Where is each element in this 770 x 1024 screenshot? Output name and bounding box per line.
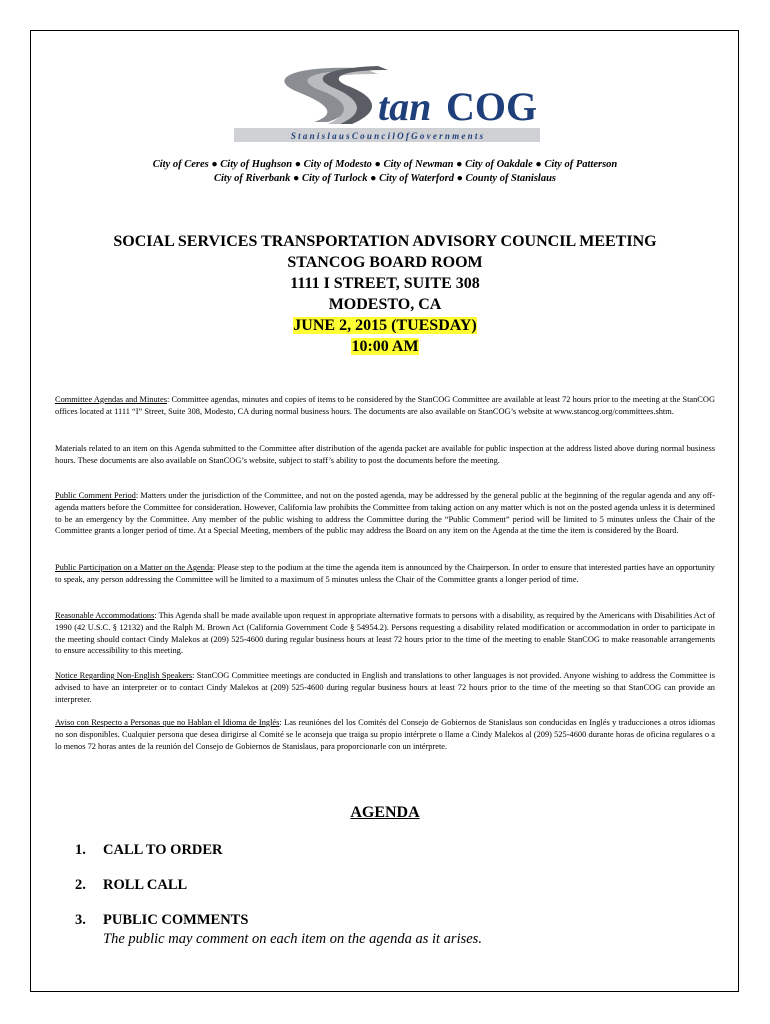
notice-spanish [55, 717, 715, 752]
notice-non-english-label: Notice Regarding Non-English Speakers [55, 671, 193, 680]
notice-agendas-minutes-text: : Committee agendas, minutes and copies of items to be considered by the StanCOG Committee are available at least 72 hours prior to the meeting at the StanCOG offices located at 1111 “I” Street, Suite 308, Modesto, CA during normal business hours. The documents are also available on StanCOG’s website at www.stancog.org/committees.shtm. [55, 395, 715, 416]
meeting-city: MODESTO, CA [328, 296, 442, 313]
svg-text:tan: tan [378, 84, 432, 129]
notice-public-comment [55, 490, 715, 537]
agenda-item-number: 2. [75, 877, 86, 893]
member-cities-line-1: City of Ceres ● City of Hughson ● City of Modesto ● City of Newman ● City of Oakdale ● City of Patterson [152, 159, 618, 170]
notice-accommodations-text: : This Agenda shall be made available upon request in appropriate alternative formats to persons with a disability, as required by the Americans with Disabilities Act of 1990 (42 U.S.C. § 12132) and the Ralph M. Brown Act (California Government Code § 54954.2). Persons requesting a disability related modification or accommodation in order to participate in the meeting should contact Cindy Malekos at (209) 525-4600 during regular business hours at least 72 hours prior to the time of the meeting to enable StanCOG to make reasonable arrangements to ensure accessibility to this meeting. [55, 611, 715, 656]
agenda-item-number: 1. [75, 842, 86, 858]
stancog-logo [228, 62, 544, 148]
notice-public-participation-label: Public Participation on a Matter on the Agenda [55, 563, 213, 572]
notice-non-english-text: : StanCOG Committee meetings are conducted in English and translations to other languages is not provided. Anyone wishing to address the Committee is advised to have an interpreter or to contact Cindy Malekos at (209) 525-4600 during regular business hours at least 72 hours prior to the time of the meeting so that StanCOG can provide an interpreter. [55, 671, 716, 704]
notice-accommodations [55, 610, 715, 657]
logo-tagline: S t a n i s l a u s C o u n c i l O f G o v e r n m e n t s [290, 131, 484, 141]
meeting-time-row [40, 336, 730, 358]
notice-agendas-minutes [55, 394, 715, 418]
notice-public-comment-text: : Matters under the jurisdiction of the Committee, and not on the posted agenda, may be addressed by the general public at the beginning of the regular agenda and any off-agenda matters before the Committee for consideration. However, California law prohibits the Committee from taking action on any matter which is not on the posted agenda unless it is determined to be an emergency by the Committee. Any member of the public wishing to address the Committee during the “Public Comment” period will be limited to 5 minutes unless the Chair of the Committee grants a longer period of time. At a Special Meeting, members of the public may address the Board on any item on the Agenda at the time the item is considered by the Board. [55, 491, 715, 536]
meeting-date: JUNE 2, 2015 (TUESDAY) [293, 317, 477, 334]
notice-materials [55, 443, 715, 467]
notice-public-participation-text: : Please step to the podium at the time the agenda item is announced by the Chairperson. In order to ensure that interested parties have an opportunity to speak, any person addressing the Committee will be limited to a maximum of 5 minutes unless the Chair of the Committee grants a longer period of time. [55, 563, 715, 584]
notice-spanish-text: : Las reuniónes del los Comités del Consejo de Gobiernos de Stanislaus son conducidas en Inglés y traducciones a otros idiomas no son disponibles. Cualquier persona que desea dirigirse al Comité se le aconseja que traiga su propio intérprete o llame a Cindy Malekos al (209) 525-4600 durante horas de oficina regulares o a lo menos 72 horas antes de la reunión del Consejo de Gobiernos de Stanislaus, para proporcionarle con un intérprete. [55, 718, 715, 751]
agenda-item [75, 842, 223, 859]
meeting-room: STANCOG BOARD ROOM [287, 254, 483, 271]
meeting-title: SOCIAL SERVICES TRANSPORTATION ADVISORY COUNCIL MEETING [113, 233, 657, 250]
agenda-item-label: CALL TO ORDER [103, 842, 223, 858]
agenda-item [75, 912, 248, 929]
notice-accommodations-label: Reasonable Accommodations [55, 611, 155, 620]
agenda-title: AGENDA [350, 804, 420, 821]
meeting-time: 10:00 AM [351, 338, 419, 355]
stancog-logo-graphic [228, 62, 544, 148]
agenda-item-number: 3. [75, 912, 86, 928]
notice-materials-text: Materials related to an item on this Agenda submitted to the Committee after distribution of the agenda packet are available for public inspection at the address listed above during normal business hours. These documents are also available on StanCOG’s website, subject to staff’s ability to post the documents before the meeting. [55, 444, 715, 465]
svg-text:COG: COG [446, 84, 538, 129]
notice-agendas-minutes-label: Committee Agendas and Minutes [55, 395, 167, 404]
agenda-item-note: The public may comment on each item on the agenda as it arises. [103, 931, 482, 947]
notice-spanish-label: Aviso con Respecto a Personas que no Hablan el Idioma de Inglés [55, 718, 280, 727]
member-cities-line-2: City of Riverbank ● City of Turlock ● City of Waterford ● County of Stanislaus [213, 173, 557, 184]
agenda-item-label: ROLL CALL [103, 877, 188, 893]
meeting-date-row [40, 315, 730, 337]
notice-non-english [55, 670, 715, 705]
agenda-item [75, 877, 187, 894]
notice-public-participation [55, 562, 715, 586]
meeting-address: 1111 I STREET, SUITE 308 [290, 275, 480, 292]
agenda-item-label: PUBLIC COMMENTS [103, 912, 249, 928]
notice-public-comment-label: Public Comment Period [55, 491, 136, 500]
